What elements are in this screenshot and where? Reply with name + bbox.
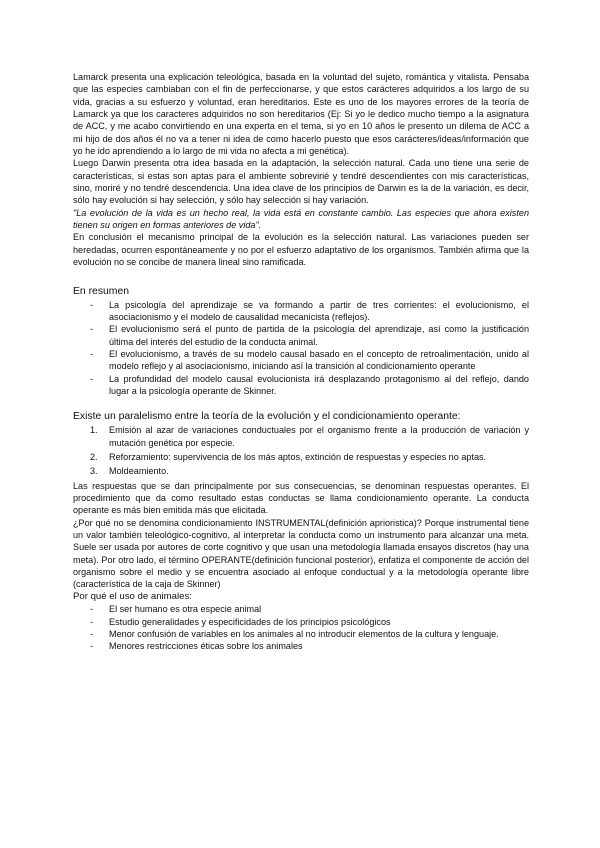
resumen-list <box>73 299 529 398</box>
bullet-dash: - <box>90 348 94 359</box>
bullet-dash: - <box>90 616 94 627</box>
bullet-dash: - <box>90 641 94 652</box>
list-item: - Menores restricciones éticas sobre los animales <box>90 641 303 652</box>
list-item: 2. Reforzamiento: supervivencia de los más aptos, extinción de respuestas y especies no aptas. <box>90 451 487 462</box>
list-item: - El ser humano es otra especie animal <box>90 604 262 615</box>
list-item: 1. Emisión al azar de variaciones conductuales por el organismo frente a la producción de variación y mutación genética por especie. <box>90 425 529 448</box>
bullet-dash: - <box>90 604 94 615</box>
bullet-dash: - <box>90 373 94 384</box>
document-page <box>73 71 529 653</box>
animales-list <box>73 603 529 652</box>
list-item: - Estudio generalidades y especificidades de los principios psicológicos <box>90 616 391 627</box>
bullet-dash: - <box>90 324 94 335</box>
evolution-quote: "La evolución de la vida es un hecho real, la vida está en constante cambio. Las especies que ahora existen tienen su origen en formas anteriores de vida". <box>73 207 529 231</box>
resumen-heading: En resumen <box>73 285 130 297</box>
list-item: 3. Moldeamiento. <box>90 466 169 477</box>
conclusion-paragraph: En conclusión el mecanismo principal de la evolución es la selección natural. Las variaciones pueden ser heredadas, ocurren espontáneamente y no por el esfuerzo adaptativo de los organismos. También afirma que la evolución no se concibe de manera lineal sino ramificada. <box>73 232 529 268</box>
bullet-dash: - <box>90 628 94 639</box>
paralelismo-heading: Existe un paralelismo entre la teoría de la evolución y el condicionamiento operante: <box>73 411 461 423</box>
list-item: - Menor confusión de variables en los animales al no introducir elementos de la cultura y lenguaje. <box>90 628 499 639</box>
instrumental-paragraph: ¿Por qué no se denomina condicionamiento INSTRUMENTAL(definición aprioristica)? Porque instrumental tiene un valor también teleológico-cognitivo, al interpretar la conducta como un instrumento para alcanzar una meta. Suele ser usada por autores de corte cognitivo y que usan una metodología llamada ensayos discretos (hay una meta). Por otro lado, el término OPERANTE(definición funcional posterior), enfatiza el componente de acción del organismo sobre el medio y se encuentra asociado al enfoque conductual y a la metodología operante libre (característica de la caja de Skinner) <box>73 517 529 590</box>
lamarck-paragraph: Lamarck presenta una explicación teleológica, basada en la voluntad del sujeto, romántica y vitalista. Pensaba que las especies cambiaban con el fin de perfeccionarse, y que estos carácteres adquiridos a los largo de su vida, gracias a su esfuerzo y voluntad, eran hereditarios. Este es uno de los mayores errores de la teoría de Lamarck ya que los caracteres adquiridos no son hereditarios (Ej: Si yo le dedico mucho tiempo a la asignatura de ACC, y me acabo convirtiendo en una experta en el tema, si yo en 10 años le presento un dilema de ACC a mi hijo de dos años él no va a tener ni idea de como hacerlo puesto que esos carácteres/ideas/información que yo he ido aprendiendo a lo largo de mi vida no afecta a mi genética). <box>73 72 529 157</box>
animales-heading: Por qué el uso de animales: <box>73 590 192 602</box>
darwin-paragraph: Luego Darwin presenta otra idea basada en la adaptación, la selección natural. Cada uno tiene una serie de características, si estas son aptas para el ambiente sobrevirié y tendré descendientes con mis características, sino, moriré y no tendré descendencia. Una idea clave de los principios de Darwin es la de la variación, es decir, sólo hay evolución si hay selección, y sólo hay selección si hay variación. <box>73 158 529 206</box>
paralelismo-list <box>73 424 529 477</box>
list-item: - La psicología del aprendizaje se va formando a partir de tres corrientes: el evolucionismo, el asociacionismo y el modelo de causalidad mecanicista (reflejos). <box>90 299 529 322</box>
list-item: - El evolucionismo, a través de su modelo causal basado en el concepto de retroalimentación, unido al modelo reflejo y al asociacionismo, iniciando así la transición al condicionamiento operante <box>90 348 529 372</box>
respuestas-paragraph: Las respuestas que se dan principalmente por sus consecuencias, se denominan respuestas operantes. El procedimiento que da como resultado estas conductas se llama condicionamiento operante. La conducta operante es más bien emitida más que elicitada. <box>73 480 529 516</box>
list-item: - El evolucionismo será el punto de partida de la psicología del aprendizaje, así como la justificación última del interés del estudio de la conducta animal. <box>90 324 529 347</box>
list-item: - La profundidad del modelo causal evolucionista irá desplazando protagonismo al del reflejo, dando lugar a la psicología operante de Skinner. <box>90 373 529 396</box>
bullet-dash: - <box>90 299 94 310</box>
